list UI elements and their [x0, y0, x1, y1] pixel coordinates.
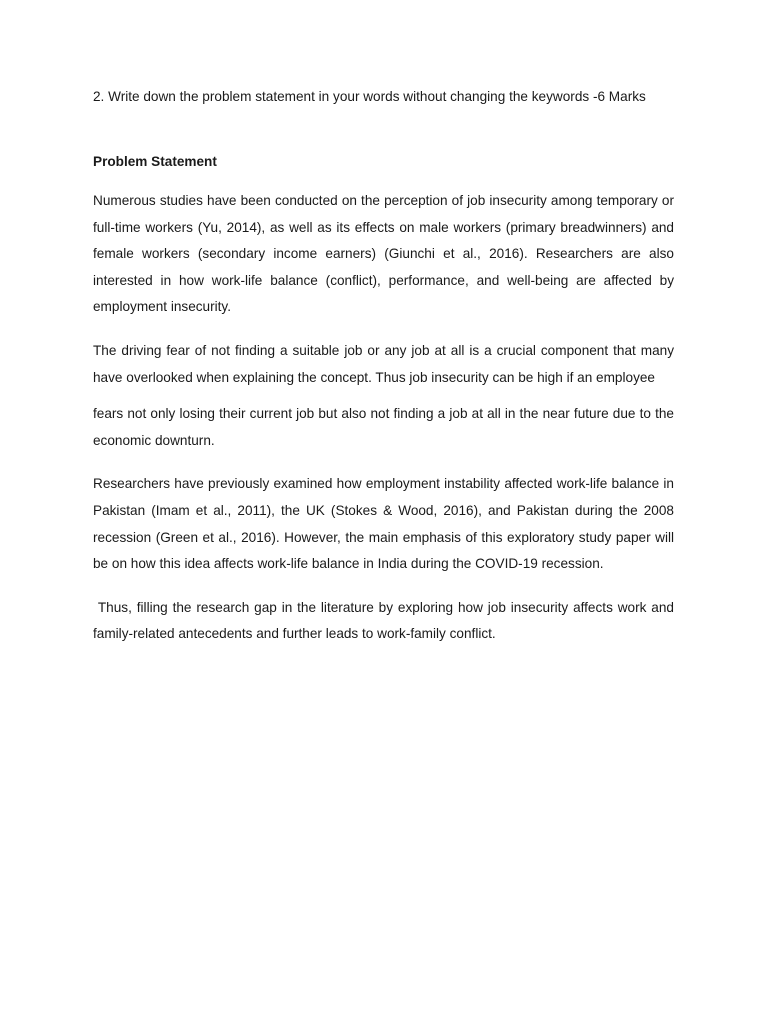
document-body — [93, 87, 674, 648]
paragraph-3: fears not only losing their current job but also not finding a job at all in the near future due to the economic downturn. — [93, 406, 674, 448]
section-heading: Problem Statement — [93, 154, 217, 169]
paragraph-4: Researchers have previously examined how employment instability affected work-life balance in Pakistan (Imam et al., 2011), the UK (Stokes & Wood, 2016), and Pakistan during the 2008 recession (Green et al., 2016). However, the main emphasis of this exploratory study paper will be on how this idea affects work-life balance in India during the COVID-19 recession. — [93, 476, 674, 572]
paragraph-2: The driving fear of not finding a suitable job or any job at all is a crucial component that many have overlooked when explaining the concept. Thus job insecurity can be high if an employee — [93, 342, 674, 385]
question-text: 2. Write down the problem statement in your words without changing the keywords -6 Marks — [93, 89, 646, 104]
paragraph-5: Thus, filling the research gap in the literature by exploring how job insecurity affects work and family-related antecedents and further leads to work-family conflict. — [93, 599, 674, 642]
paragraph-1: Numerous studies have been conducted on the perception of job insecurity among temporary or full-time workers (Yu, 2014), as well as its effects on male workers (primary breadwinners) and female workers (secondary income earners) (Giunchi et al., 2016). Researchers are also interested in how work-life balance (conflict), performance, and well-being are affected by employment insecurity. — [93, 193, 674, 315]
